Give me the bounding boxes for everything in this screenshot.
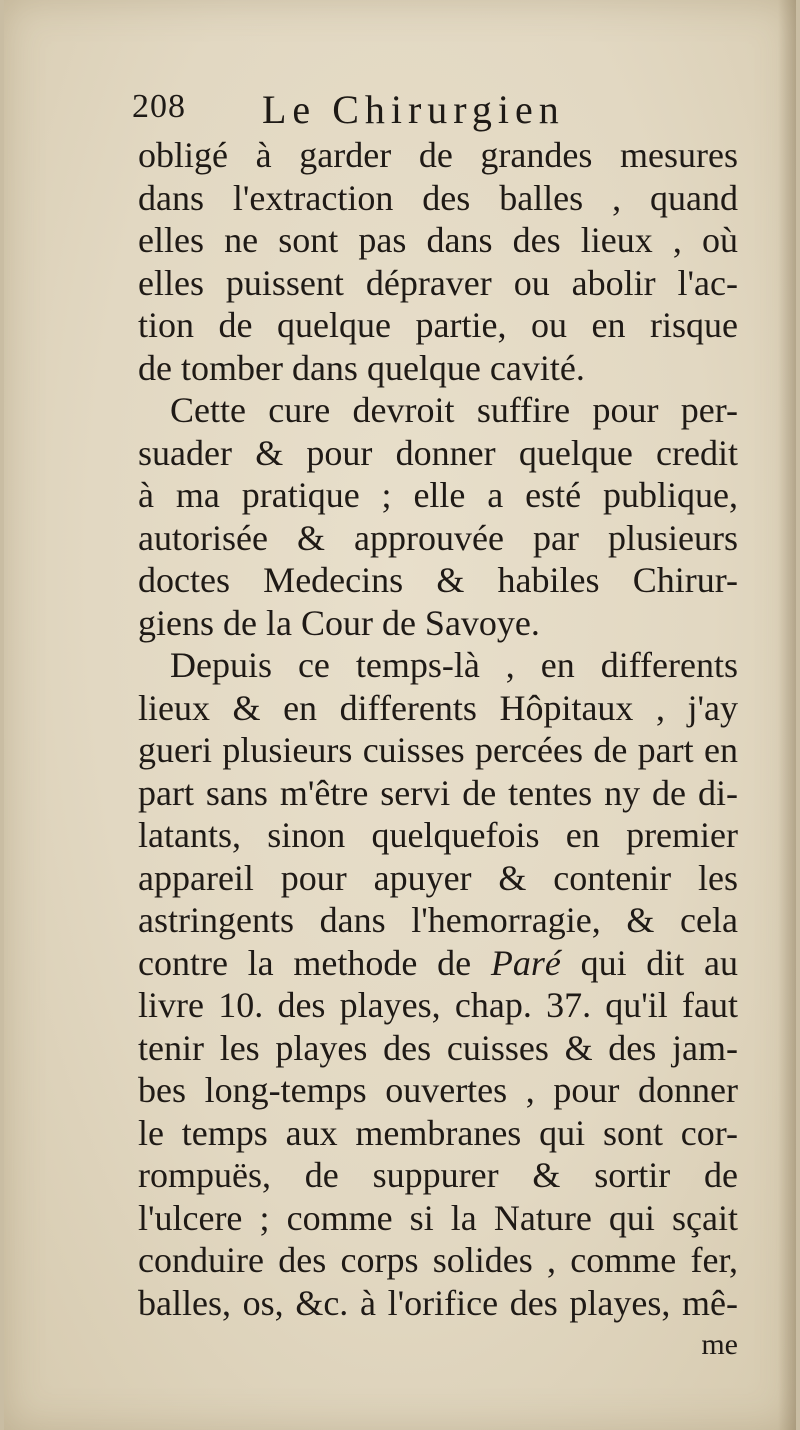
running-head xyxy=(132,86,732,136)
text-line: astringents dans l'hemorragie, & cela xyxy=(138,900,738,940)
italic-name: Paré xyxy=(490,942,561,983)
text-line: dans l'extraction des balles , quand xyxy=(138,177,738,218)
text-segment: qui dit au xyxy=(580,942,739,983)
text-line: balles, os, &c. à l'orifice des playes, mê- xyxy=(138,1282,738,1323)
text-line: elles puissent dépraver ou abolir l'ac- xyxy=(138,262,738,303)
text-line: à ma pratique ; elle a esté publique, xyxy=(138,475,738,515)
body-text xyxy=(138,134,738,1367)
text-line: Depuis ce temps-là , en differents xyxy=(170,645,738,685)
catchword: me xyxy=(701,1328,738,1361)
text-line: le temps aux membranes qui sont cor- xyxy=(138,1112,738,1153)
text-line: obligé à garder de grandes mesures xyxy=(138,135,738,175)
text-line: conduire des corps solides , comme fer, xyxy=(138,1240,738,1280)
text-line xyxy=(138,942,738,985)
text-line: elles ne sont pas dans des lieux , où xyxy=(138,220,738,260)
page-edge-shadow xyxy=(778,0,796,1430)
text-line: tenir les playes des cuisses & des jam- xyxy=(138,1027,738,1068)
text-line: giens de la Cour de Savoye. xyxy=(138,602,540,643)
text-line: part sans m'être servi de tentes ny de di- xyxy=(138,772,738,813)
text-segment: contre la methode de xyxy=(138,942,472,983)
text-line: rompuës, de suppurer & sortir de xyxy=(138,1155,738,1195)
text-line: tion de quelque partie, ou en risque xyxy=(138,305,738,345)
text-line: autorisée & approuvée par plusieurs xyxy=(138,517,738,558)
text-line: l'ulcere ; comme si la Nature qui sçait xyxy=(138,1197,738,1238)
text-line: bes long-temps ouvertes , pour donner xyxy=(138,1070,738,1110)
book-page xyxy=(4,0,796,1430)
text-line: de tomber dans quelque cavité. xyxy=(138,347,585,388)
text-line: livre 10. des playes, chap. 37. qu'il faut xyxy=(138,985,738,1025)
text-line: lieux & en differents Hôpitaux , j'ay xyxy=(138,687,738,728)
text-line: gueri plusieurs cuisses percées de part en xyxy=(138,730,738,770)
text-line: appareil pour apuyer & contenir les xyxy=(138,857,738,898)
text-line: Cette cure devroit suffire pour per- xyxy=(170,390,738,430)
text-line: suader & pour donner quelque credit xyxy=(138,432,738,473)
page-number: 208 xyxy=(132,88,186,125)
text-line: latants, sinon quelquefois en premier xyxy=(138,815,738,855)
text-line: doctes Medecins & habiles Chirur- xyxy=(138,560,738,600)
running-title: Le Chirurgien xyxy=(262,87,565,132)
